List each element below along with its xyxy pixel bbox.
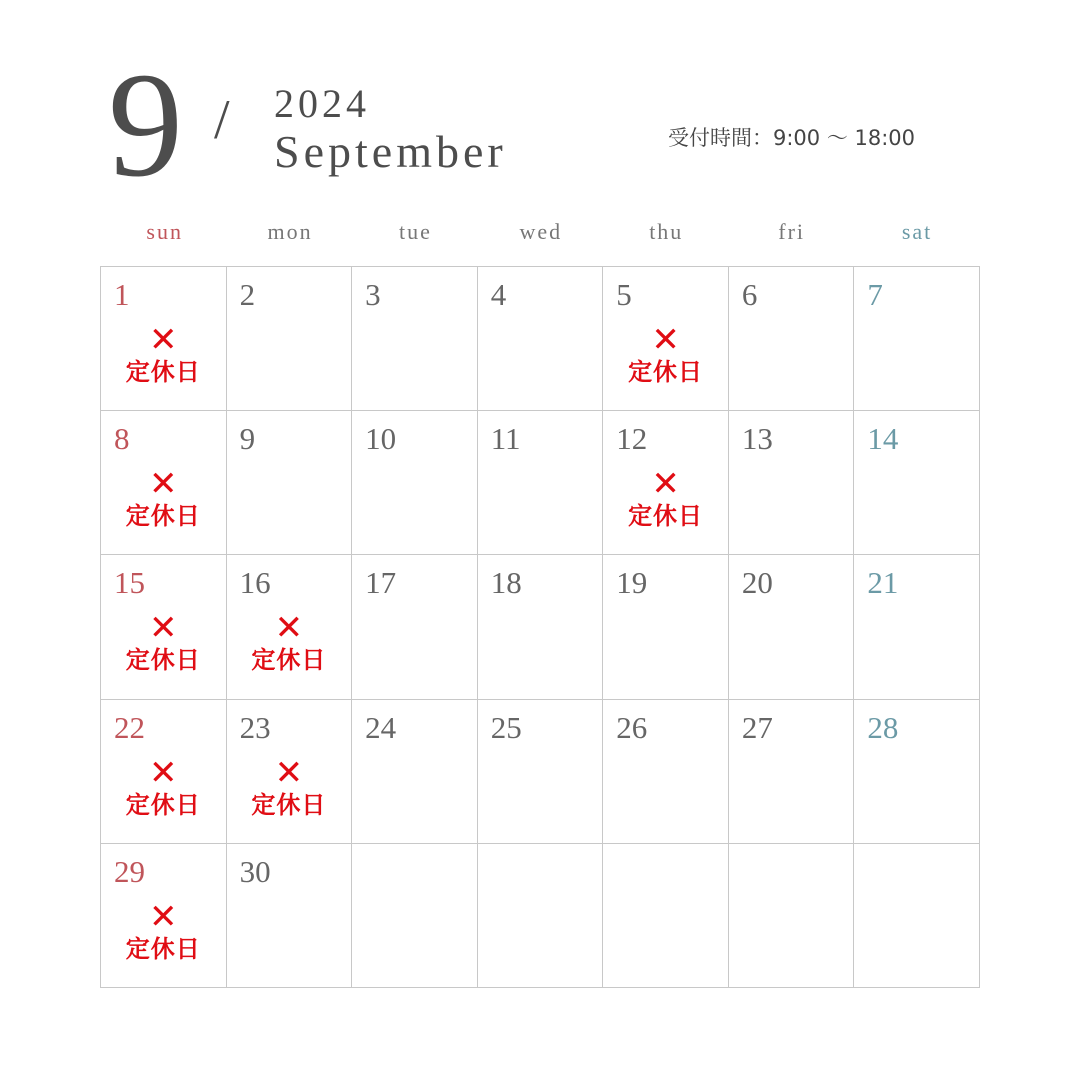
closed-day-label: 定休日 xyxy=(125,358,201,386)
closed-day-label: 定休日 xyxy=(125,790,201,819)
weekday-sun: sun xyxy=(146,219,183,244)
day-cell xyxy=(478,411,604,555)
day-cell xyxy=(101,411,227,555)
day-cell xyxy=(101,267,227,411)
day-number: 13 xyxy=(741,421,773,457)
day-cell xyxy=(729,267,855,411)
closed-day-marker xyxy=(227,752,352,820)
month-name-label: September xyxy=(274,126,507,177)
day-cell xyxy=(478,267,604,411)
day-cell xyxy=(729,411,855,555)
closed-day-marker xyxy=(603,320,728,387)
close-x-icon: ✕ xyxy=(274,608,304,649)
day-number: 21 xyxy=(867,565,899,601)
day-cell xyxy=(729,555,855,699)
day-number: 29 xyxy=(114,853,145,889)
day-number: 25 xyxy=(490,709,522,745)
day-number: 1 xyxy=(114,277,130,312)
closed-day-label: 定休日 xyxy=(125,934,201,963)
close-x-icon: ✕ xyxy=(149,608,178,649)
closed-day-label: 定休日 xyxy=(628,502,704,531)
month-number: 9 xyxy=(108,42,183,208)
weekday-mon: mon xyxy=(267,219,313,244)
closed-day-label: 定休日 xyxy=(125,646,201,675)
day-number: 2 xyxy=(239,277,256,312)
calendar-grid xyxy=(100,266,980,988)
close-x-icon: ✕ xyxy=(149,896,178,937)
day-cell xyxy=(854,700,980,844)
day-cell xyxy=(603,700,729,844)
day-cell xyxy=(603,267,729,411)
weekday-sat: sat xyxy=(901,219,933,244)
closed-day-marker xyxy=(101,752,226,820)
day-cell xyxy=(227,700,353,844)
closed-day-label: 定休日 xyxy=(251,790,327,819)
day-number: 18 xyxy=(490,565,522,601)
day-cell xyxy=(854,411,980,555)
day-number: 9 xyxy=(239,421,256,457)
day-number: 10 xyxy=(365,421,397,457)
day-number: 24 xyxy=(365,709,397,745)
calendar-header xyxy=(0,0,1080,208)
day-cell xyxy=(478,555,604,699)
day-cell xyxy=(603,411,729,555)
weekday-header-row xyxy=(102,214,980,250)
day-cell xyxy=(352,700,478,844)
day-cell xyxy=(227,267,353,411)
day-cell xyxy=(101,555,227,699)
day-cell xyxy=(854,267,980,411)
weekday-fri: fri xyxy=(778,219,806,244)
day-cell xyxy=(478,700,604,844)
day-cell xyxy=(227,844,353,988)
day-cell xyxy=(101,700,227,844)
day-number: 3 xyxy=(365,277,381,312)
empty-day-cell xyxy=(352,844,478,988)
day-number: 17 xyxy=(365,565,397,601)
day-number: 4 xyxy=(490,277,507,312)
day-cell xyxy=(603,555,729,699)
day-cell xyxy=(227,411,353,555)
close-x-icon: ✕ xyxy=(651,320,680,360)
close-x-icon: ✕ xyxy=(149,320,178,360)
weekday-thu: thu xyxy=(649,219,684,244)
day-number: 22 xyxy=(114,709,145,745)
empty-day-cell xyxy=(478,844,604,988)
day-number: 27 xyxy=(741,709,773,745)
day-cell xyxy=(854,555,980,699)
day-cell xyxy=(352,411,478,555)
closed-day-marker xyxy=(101,464,226,531)
day-number: 7 xyxy=(867,277,883,312)
day-cell xyxy=(101,844,227,988)
day-number: 28 xyxy=(867,709,899,745)
day-number: 20 xyxy=(741,565,773,601)
day-number: 19 xyxy=(616,565,648,601)
day-number: 26 xyxy=(616,709,648,745)
day-number: 15 xyxy=(114,565,145,601)
month-year-separator: / xyxy=(214,89,230,151)
closed-day-marker xyxy=(101,608,226,675)
day-number: 16 xyxy=(239,565,271,601)
day-number: 8 xyxy=(114,421,130,457)
day-number: 6 xyxy=(741,277,758,312)
weekday-tue: tue xyxy=(399,219,432,244)
day-number: 11 xyxy=(490,421,521,457)
day-cell xyxy=(227,555,353,699)
closed-day-marker xyxy=(603,464,728,531)
business-hours-label: 受付時間：9:00 〜 18:00 xyxy=(668,126,916,150)
day-cell xyxy=(352,267,478,411)
close-x-icon: ✕ xyxy=(651,464,680,505)
empty-day-cell xyxy=(603,844,729,988)
day-number: 30 xyxy=(239,853,271,889)
closed-day-label: 定休日 xyxy=(125,502,201,531)
day-number: 5 xyxy=(616,277,632,312)
close-x-icon: ✕ xyxy=(149,464,178,505)
day-number: 14 xyxy=(867,421,899,457)
close-x-icon: ✕ xyxy=(149,752,178,793)
closed-day-marker xyxy=(227,608,352,675)
closed-day-marker xyxy=(101,896,226,964)
closed-day-label: 定休日 xyxy=(628,358,704,386)
day-number: 12 xyxy=(616,421,648,457)
day-cell xyxy=(352,555,478,699)
year-label: 2024 xyxy=(274,81,370,126)
closed-day-label: 定休日 xyxy=(251,646,327,675)
close-x-icon: ✕ xyxy=(274,752,304,793)
empty-day-cell xyxy=(729,844,855,988)
weekday-wed: wed xyxy=(519,219,563,244)
day-cell xyxy=(729,700,855,844)
empty-day-cell xyxy=(854,844,980,988)
closed-day-marker xyxy=(101,320,226,387)
day-number: 23 xyxy=(239,709,271,745)
